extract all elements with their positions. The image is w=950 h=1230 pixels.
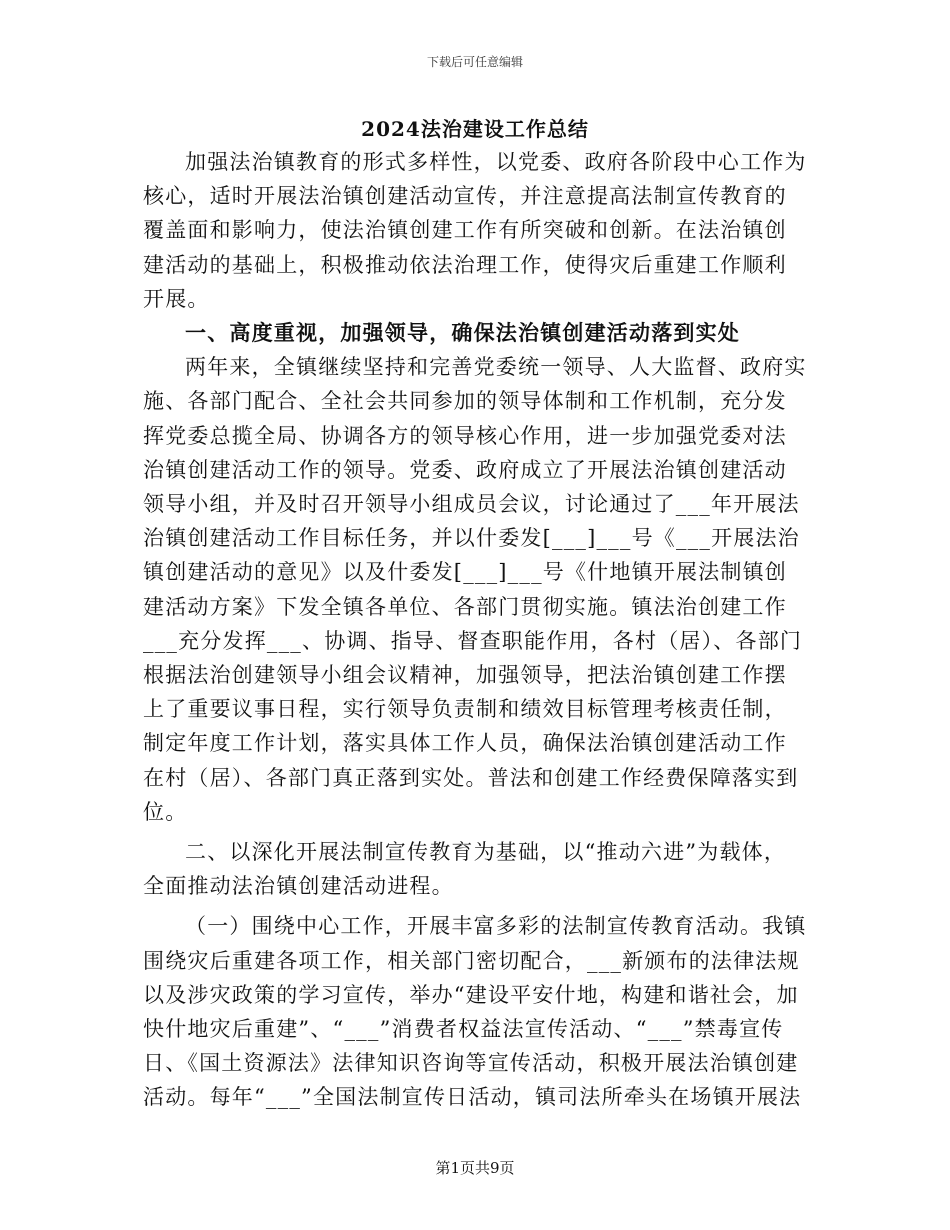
section-heading-1: 一、高度重视，加强领导，确保法治镇创建活动落到实处 [185, 320, 740, 346]
paragraph-intro: 加强法治镇教育的形式多样性，以党委、政府各阶段中心工作为核心，适时开展法治镇创建活动宣传，并注意提高法制宣传教育的覆盖面和影响力，使法治镇创建工作有所突破和创新。在法治镇创建活动的基础上，积极推动依法治理工作，使得灾后重建工作顺利开展。 [143, 150, 807, 311]
page-number: 第1页共9页 [435, 1159, 515, 1177]
document-title: 2024法治建设工作总结 [361, 117, 589, 141]
section-heading-2: 二、以深化开展法制宣传教育为基础，以“推动六进”为载体，全面推动法治镇创建活动进程。 [143, 840, 787, 899]
page-header-note: 下载后可任意编辑 [426, 55, 523, 69]
paragraph-subsection-1: （一）围绕中心工作，开展丰富多彩的法制宣传教育活动。我镇围绕灾后重建各项工作，相关部门密切配合，___新颁布的法律法规以及涉灾政策的学习宣传，举办“建设平安什地，构建和谐社会，加快什地灾后重建”、“___”消费者权益法宣传活动、“___”禁毒宣传日、《国土资源法》法律知识咨询等宣传活动，积极开展法治镇创建活动。每年“___”全国法制宣传日活动，镇司法所牵头在场镇开展法 [143, 914, 807, 1110]
document-body [143, 145, 808, 1115]
paragraph-section-1: 两年来，全镇继续坚持和完善党委统一领导、人大监督、政府实施、各部门配合、全社会共同参加的领导体制和工作机制，充分发挥党委总揽全局、协调各方的领导核心作用，进一步加强党委对法治镇创建活动工作的领导。党委、政府成立了开展法治镇创建活动领导小组，并及时召开领导小组成员会议，讨论通过了___年开展法治镇创建活动工作目标任务，并以什委发[___]___号《___开展法治镇创建活动的意见》以及什委发[___]___号《什地镇开展法制镇创建活动方案》下发全镇各单位、各部门贯彻实施。镇法治创建工作___充分发挥___、协调、指导、督查职能作用，各村（居）、各部门根据法治创建领导小组会议精神，加强领导，把法治镇创建工作摆上了重要议事日程，实行领导负责制和绩效目标管理考核责任制，制定年度工作计划，落实具体工作人员，确保法治镇创建活动工作在村（居）、各部门真正落到实处。普法和创建工作经费保障落实到位。 [143, 355, 807, 824]
